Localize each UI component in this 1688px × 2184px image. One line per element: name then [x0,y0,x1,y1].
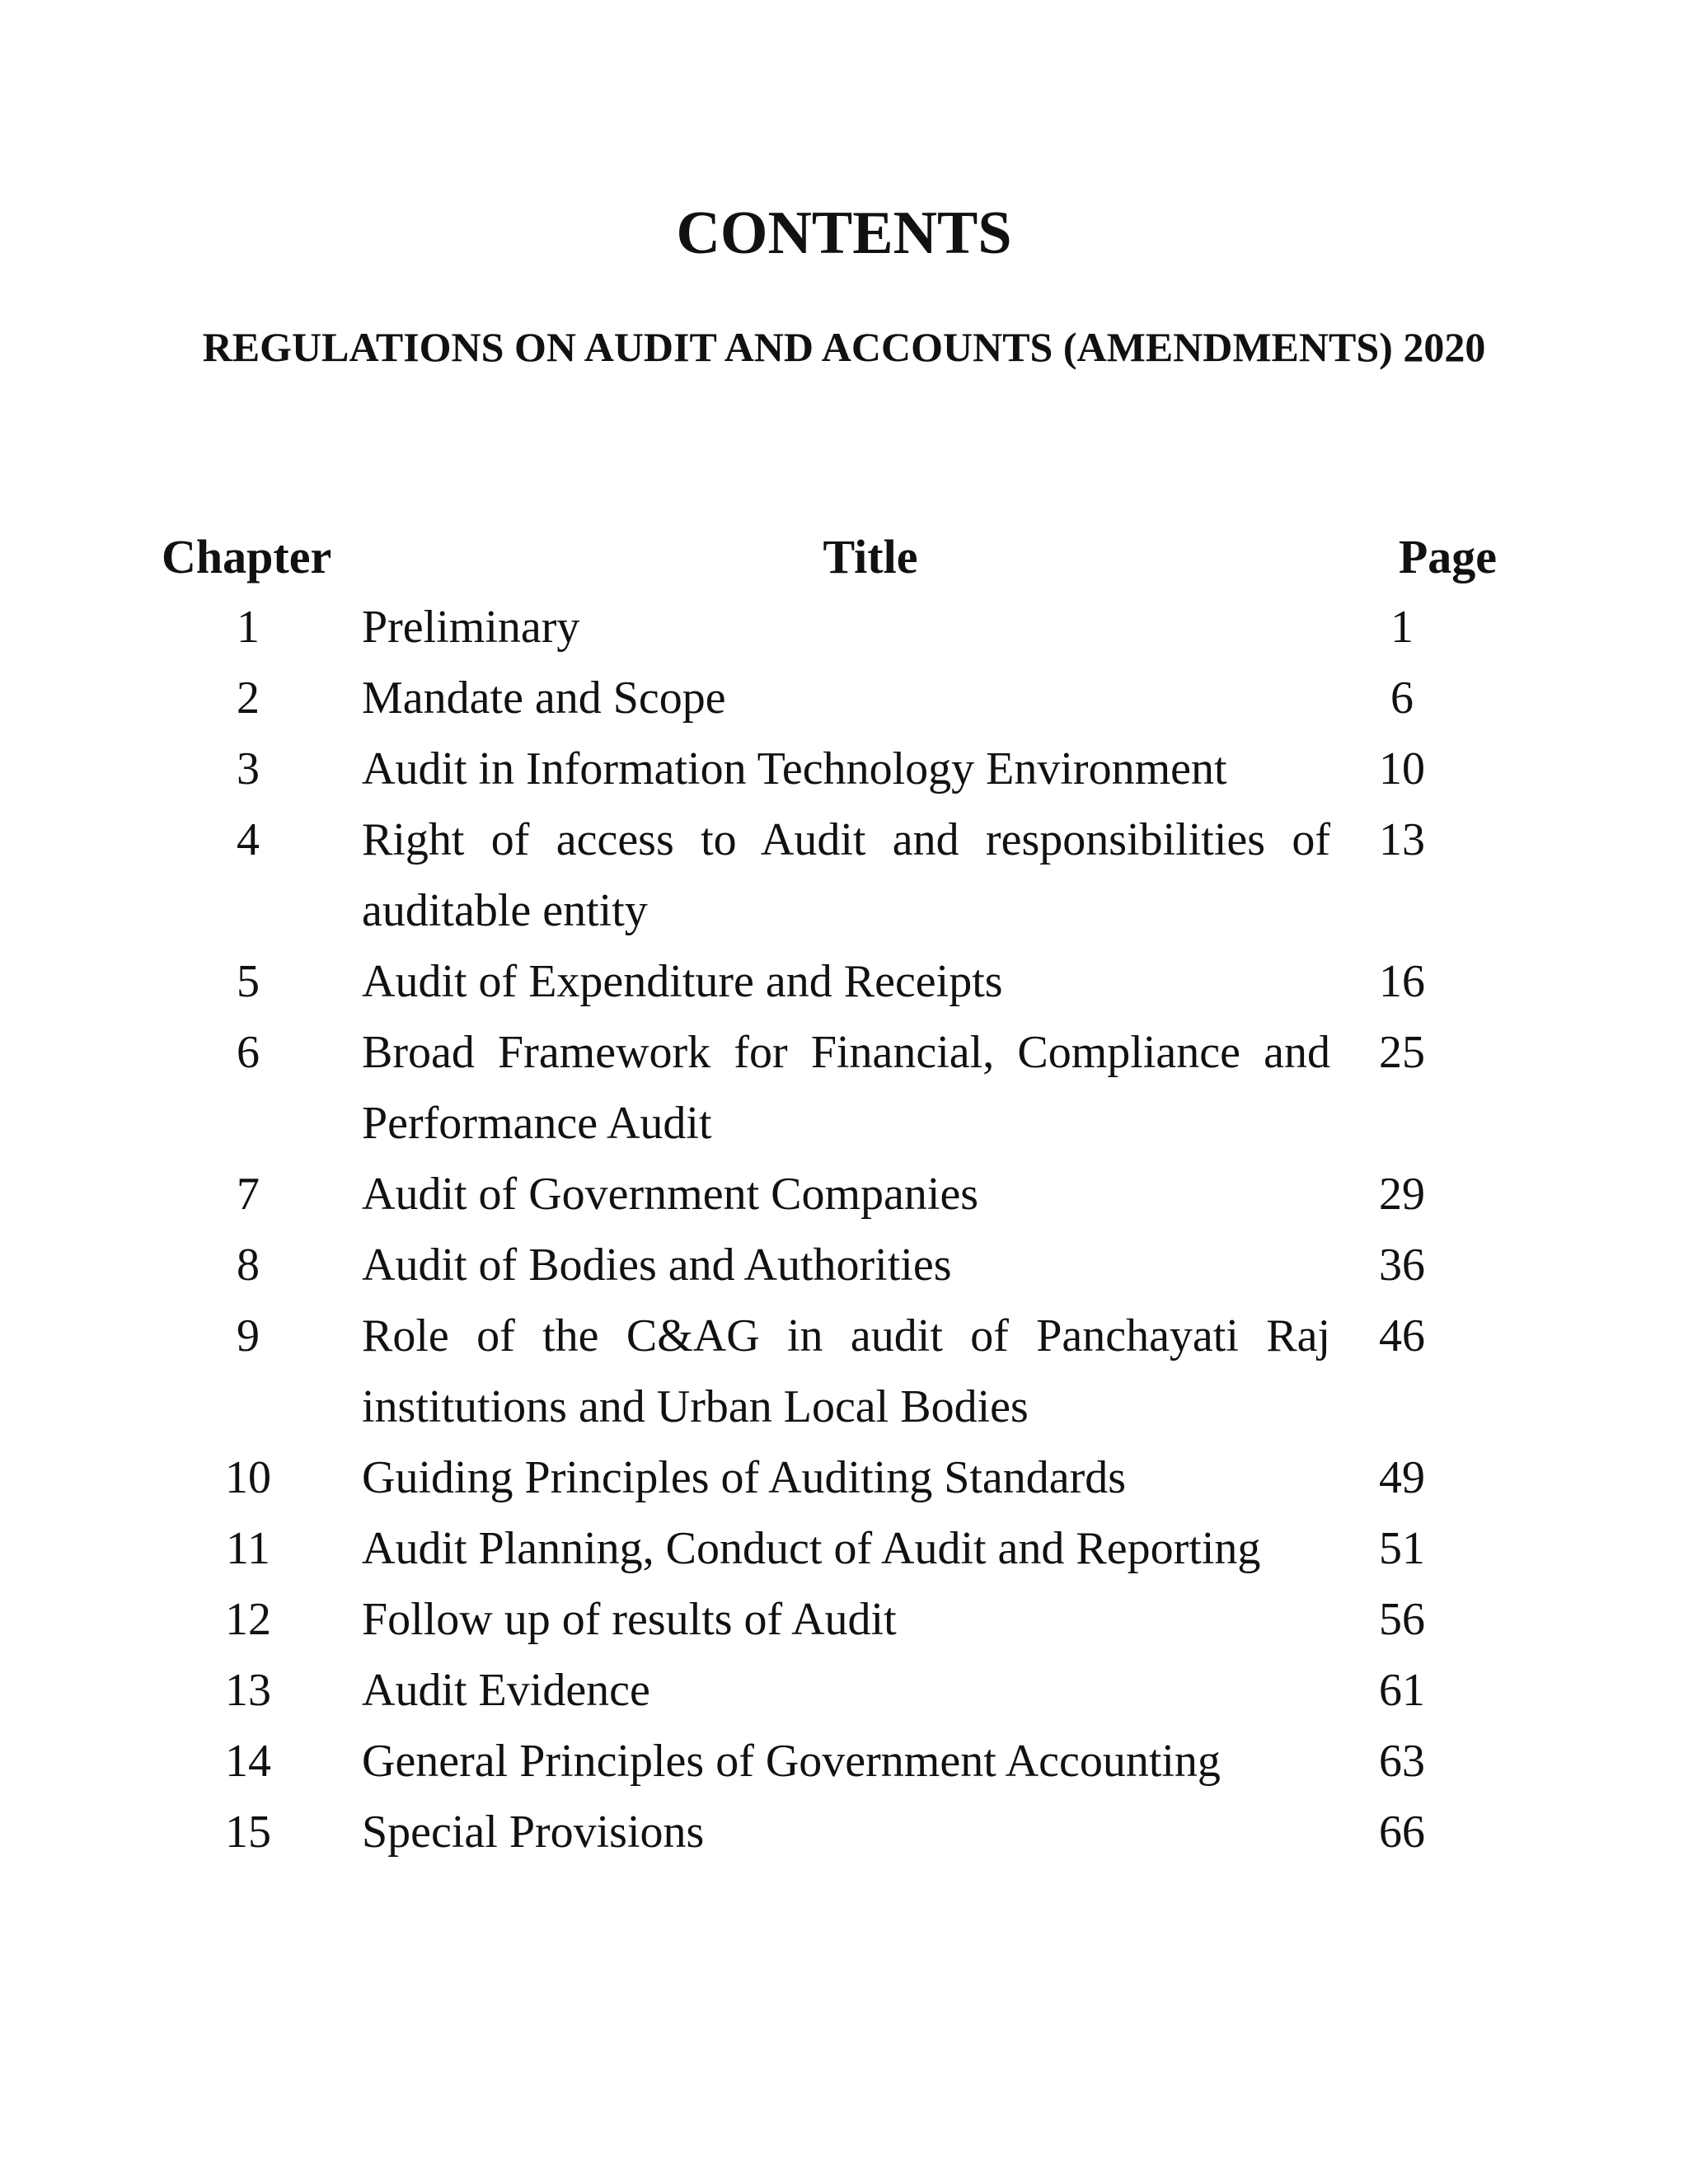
chapter-page: 46 [1379,1310,1425,1361]
chapter-number: 5 [237,956,260,1007]
header-title: Title [823,529,918,583]
toc-row-3 [162,733,1497,804]
chapter-title: Preliminary [362,602,580,653]
toc-row-12 [162,1584,1497,1655]
header-chapter: Chapter [162,529,332,583]
chapter-page: 49 [1379,1452,1425,1503]
chapter-title: Guiding Principles of Auditing Standards [362,1452,1127,1503]
chapter-number: 10 [225,1452,271,1503]
chapter-title: Special Provisions [362,1807,705,1858]
chapter-number: 1 [237,602,260,653]
chapter-page: 1 [1390,602,1414,653]
chapter-title: Audit of Expenditure and Receipts [362,956,1003,1007]
toc-header-row [162,521,1497,592]
chapter-number: 2 [237,673,260,724]
toc-row-11 [162,1513,1497,1584]
header-page: Page [1398,529,1497,583]
chapter-number: 15 [225,1807,271,1858]
chapter-number: 12 [225,1594,271,1645]
page-title: CONTENTS [676,199,1012,267]
chapter-title: Right of access to Audit and responsibilities of auditable entity [362,814,1330,936]
chapter-number: 6 [237,1027,260,1078]
chapter-number: 4 [237,814,260,865]
chapter-page: 63 [1379,1736,1425,1787]
chapter-page: 13 [1379,814,1425,865]
chapter-title: Mandate and Scope [362,673,726,724]
toc-row-1 [162,592,1497,663]
chapter-page: 36 [1379,1240,1425,1291]
chapter-title: General Principles of Government Accounting [362,1736,1221,1787]
chapter-number: 14 [225,1736,271,1787]
toc-row-13 [162,1655,1497,1726]
chapter-page: 56 [1379,1594,1425,1645]
chapter-number: 7 [237,1169,260,1220]
toc-row-15 [162,1797,1497,1868]
chapter-page: 16 [1379,956,1425,1007]
chapter-title: Role of the C&AG in audit of Panchayati Raj institutions and Urban Local Bodies [362,1310,1330,1432]
chapter-title: Audit of Bodies and Authorities [362,1240,952,1291]
toc-row-6 [162,1017,1497,1159]
toc-row-5 [162,946,1497,1017]
toc-row-4 [162,804,1497,946]
page-subtitle: REGULATIONS ON AUDIT AND ACCOUNTS (AMENDMENTS) 2020 [202,324,1486,370]
toc-row-7 [162,1159,1497,1230]
chapter-page: 51 [1379,1523,1425,1574]
table-of-contents [162,521,1497,1868]
chapter-page: 10 [1379,743,1425,794]
chapter-number: 3 [237,743,260,794]
chapter-number: 11 [226,1523,270,1574]
chapter-page: 25 [1379,1027,1425,1078]
toc-row-9 [162,1301,1497,1442]
chapter-page: 61 [1379,1665,1425,1716]
chapter-title: Follow up of results of Audit [362,1594,897,1645]
chapter-page: 6 [1390,673,1414,724]
chapter-number: 8 [237,1240,260,1291]
chapter-title: Audit in Information Technology Environment [362,743,1227,794]
toc-row-10 [162,1442,1497,1513]
chapter-page: 29 [1379,1169,1425,1220]
chapter-title: Broad Framework for Financial, Compliance and Performance Audit [362,1027,1330,1149]
toc-row-14 [162,1726,1497,1797]
chapter-number: 13 [225,1665,271,1716]
toc-row-2 [162,663,1497,733]
chapter-title: Audit Planning, Conduct of Audit and Reporting [362,1523,1261,1574]
chapter-number: 9 [237,1310,260,1361]
toc-row-8 [162,1230,1497,1301]
chapter-page: 66 [1379,1807,1425,1858]
chapter-title: Audit Evidence [362,1665,650,1716]
chapter-title: Audit of Government Companies [362,1169,979,1220]
